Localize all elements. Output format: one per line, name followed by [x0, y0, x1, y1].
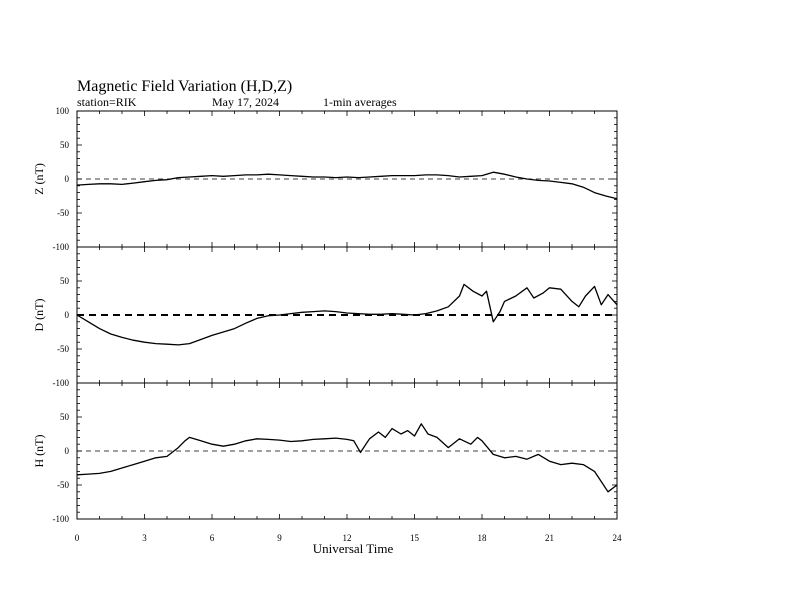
x-tick-label: 15	[410, 533, 419, 543]
y-tick-label: 50	[60, 412, 69, 422]
x-tick-label: 12	[342, 533, 352, 543]
x-tick-label: 9	[277, 533, 282, 543]
y-tick-label: 0	[64, 310, 69, 320]
station-label: station=RIK	[77, 95, 137, 109]
chart-title: Magnetic Field Variation (H,D,Z)	[77, 78, 293, 95]
panel-2	[32, 383, 617, 524]
date-label: May 17, 2024	[212, 95, 279, 109]
x-axis-label: Universal Time	[312, 541, 394, 556]
data-line	[77, 424, 617, 492]
x-tick-label: 18	[477, 533, 487, 543]
x-tick-label: 0	[74, 533, 80, 543]
x-tick-label: 21	[545, 533, 554, 543]
y-tick-label: -100	[52, 514, 69, 524]
y-axis-label: H (nT)	[32, 434, 46, 468]
x-tick-label: 24	[612, 533, 622, 543]
data-line	[77, 172, 617, 199]
y-tick-label: 100	[55, 106, 69, 116]
y-tick-label: -100	[52, 378, 69, 388]
panel-0	[32, 106, 617, 252]
panel-1	[32, 247, 617, 388]
panels-group	[32, 106, 617, 524]
x-tick-label: 3	[142, 533, 147, 543]
y-tick-label: -50	[57, 208, 69, 218]
y-tick-label: -50	[57, 480, 69, 490]
y-axis-label: Z (nT)	[32, 163, 46, 195]
y-tick-label: 50	[60, 140, 69, 150]
y-axis-label: D (nT)	[32, 298, 46, 332]
x-tick-label: 6	[209, 533, 215, 543]
y-tick-label: -100	[52, 242, 69, 252]
averaging-label: 1-min averages	[323, 95, 397, 109]
y-tick-label: 0	[64, 174, 69, 184]
y-tick-label: -50	[57, 344, 69, 354]
y-tick-label: 50	[60, 276, 69, 286]
y-tick-label: 0	[64, 446, 69, 456]
